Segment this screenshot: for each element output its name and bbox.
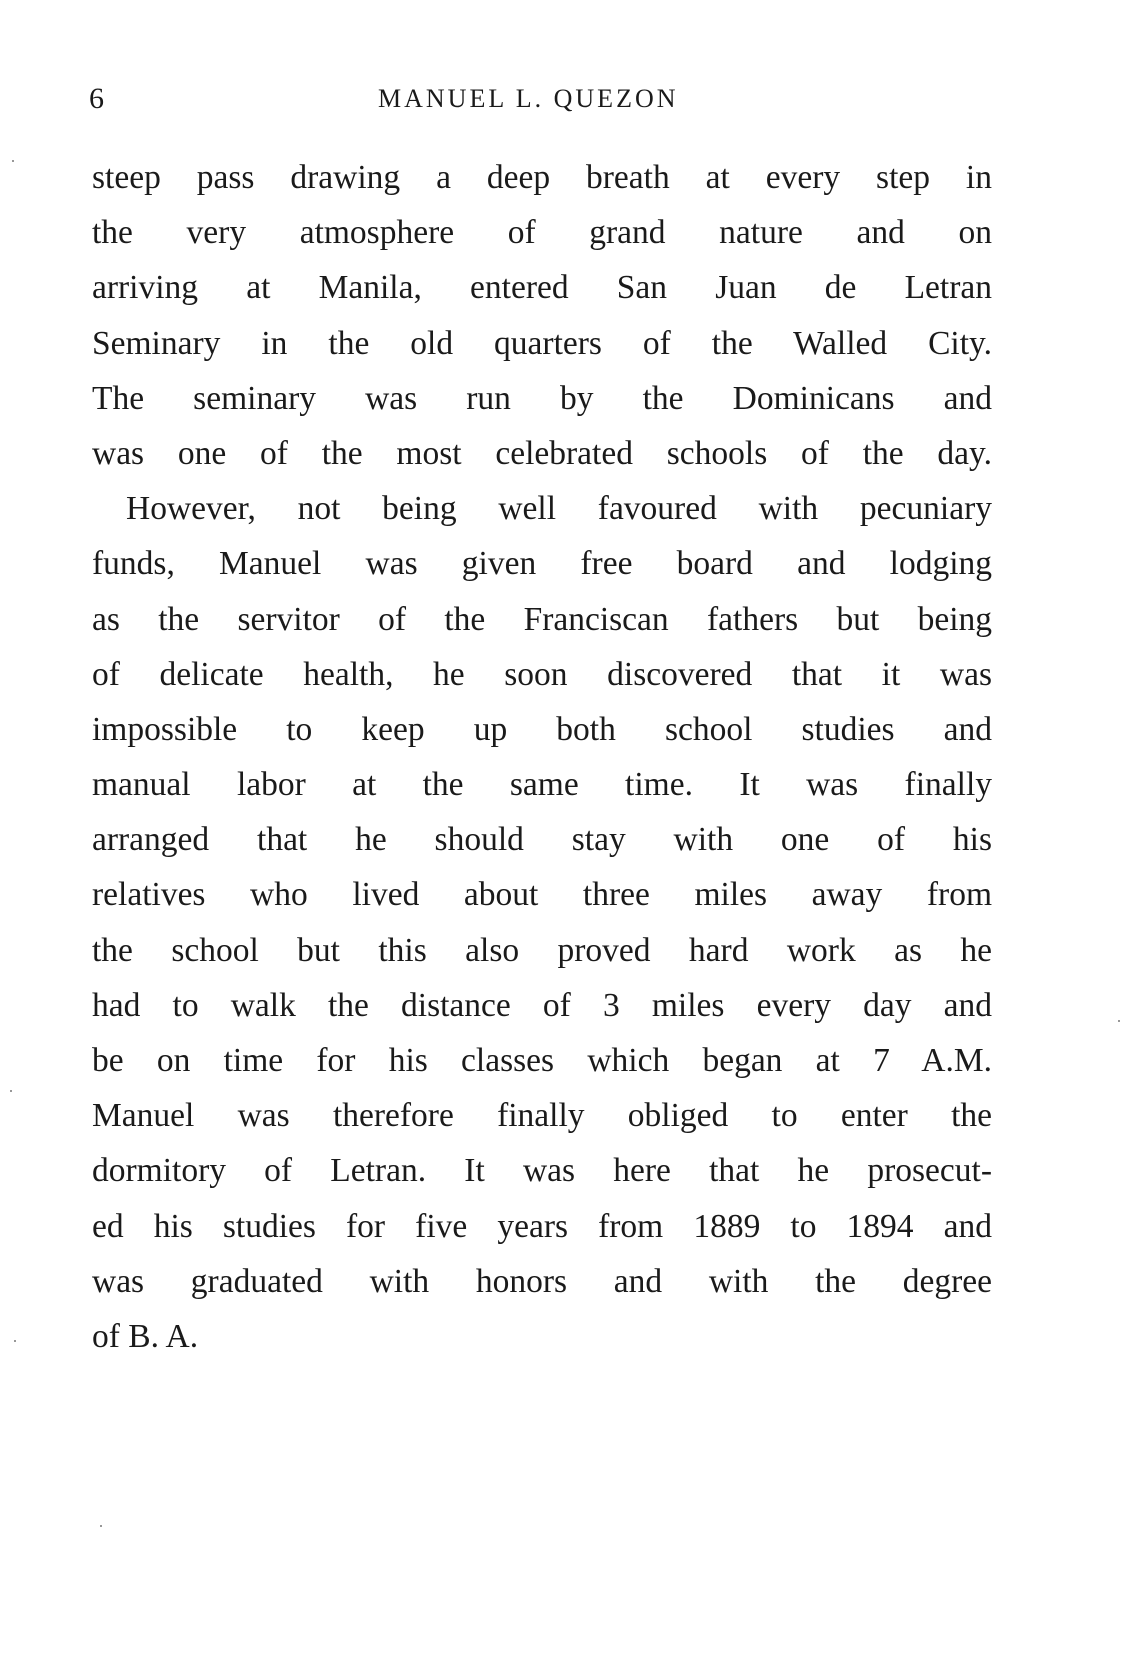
text-line: relatives who lived about three miles away from bbox=[92, 876, 992, 914]
text-line: arriving at Manila, entered San Juan de Letran bbox=[92, 269, 992, 307]
body-text bbox=[92, 150, 992, 1364]
scan-speck bbox=[1118, 1020, 1120, 1022]
text-line: The seminary was run by the Dominicans and bbox=[92, 379, 992, 417]
text-line: steep pass drawing a deep breath at every step in bbox=[92, 159, 992, 196]
text-line: arranged that he should stay with one of his bbox=[92, 821, 992, 859]
text-line: of delicate health, he soon discovered that it was bbox=[92, 655, 992, 693]
text-line: manual labor at the same time. It was finally bbox=[92, 766, 992, 804]
text-line: ed his studies for five years from 1889 to 1894 and bbox=[92, 1207, 992, 1245]
scan-speck bbox=[100, 1525, 102, 1527]
scan-speck bbox=[10, 1090, 12, 1092]
text-line: the school but this also proved hard work as he bbox=[92, 931, 992, 969]
text-line: Seminary in the old quarters of the Walled City. bbox=[92, 324, 992, 362]
text-line: impossible to keep up both school studies and bbox=[92, 710, 992, 748]
text-line: the very atmosphere of grand nature and on bbox=[92, 214, 992, 252]
paragraph-start-line: However, not being well favoured with pecuniary bbox=[126, 490, 992, 528]
running-head: MANUEL L. QUEZON bbox=[378, 84, 679, 113]
text-line: as the servitor of the Franciscan fathers but being bbox=[92, 600, 992, 638]
page-number: 6 bbox=[89, 82, 104, 115]
text-line: was one of the most celebrated schools of the day. bbox=[92, 434, 992, 472]
text-line: Manuel was therefore finally obliged to enter the bbox=[92, 1097, 992, 1135]
text-line: was graduated with honors and with the degree bbox=[92, 1262, 992, 1300]
paragraph-end-line: of B. A. bbox=[92, 1317, 199, 1355]
text-line: funds, Manuel was given free board and lodging bbox=[92, 545, 992, 583]
scan-speck bbox=[12, 160, 14, 162]
text-line: had to walk the distance of 3 miles every day and bbox=[92, 986, 992, 1024]
text-line: dormitory of Letran. It was here that he prosecut- bbox=[92, 1152, 992, 1190]
scan-speck bbox=[14, 1340, 16, 1342]
text-line: be on time for his classes which began at 7 A.M. bbox=[92, 1042, 992, 1079]
